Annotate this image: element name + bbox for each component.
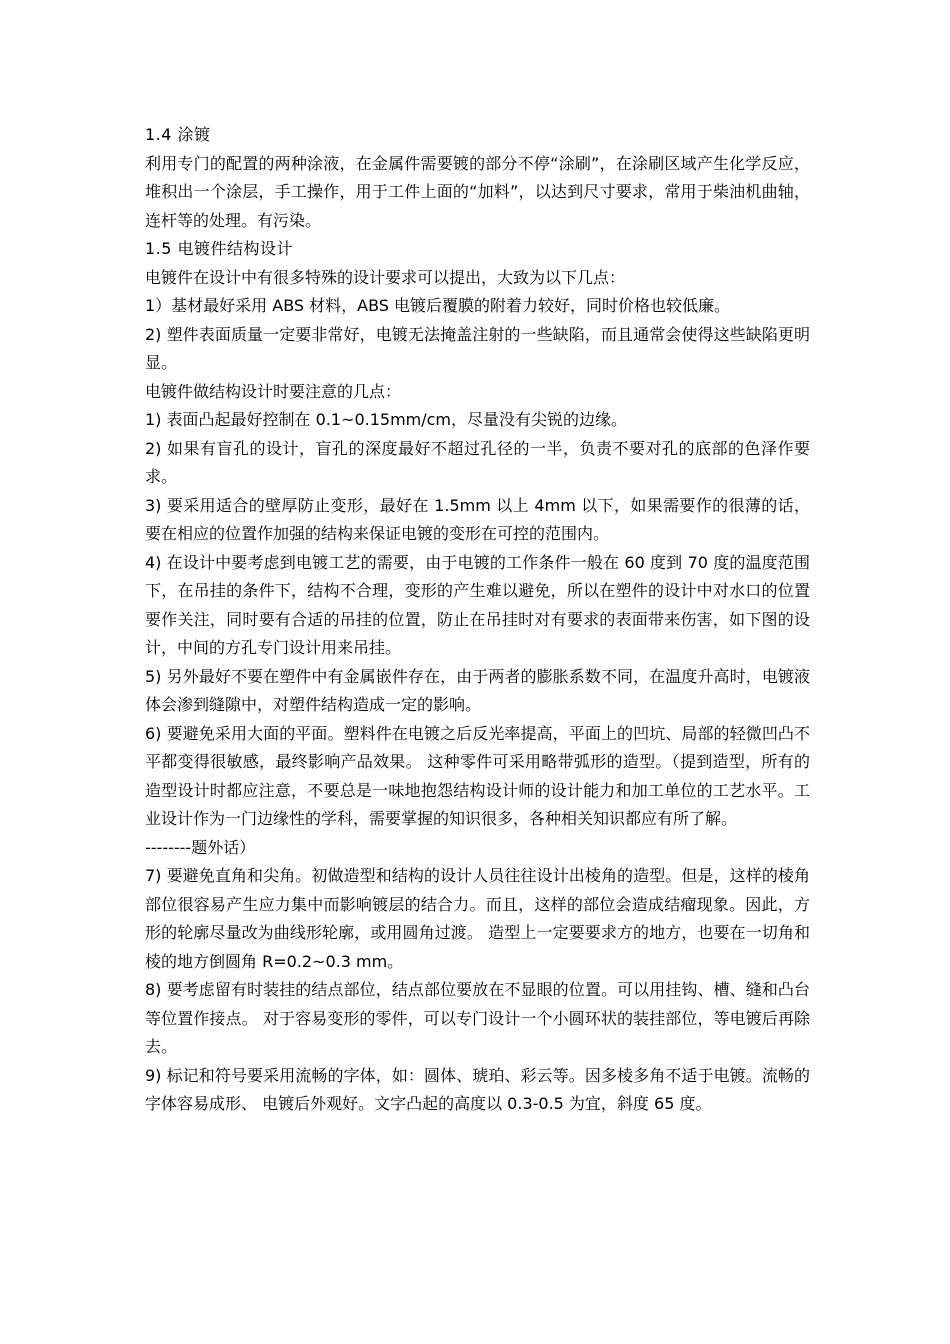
- paragraph-coating-description: 利用专门的配置的两种涂液，在金属件需要镀的部分不停“涂刷”，在涂刷区域产生化学反应，堆积出一个涂层，手工操作，用于工件上面的“加料”，以达到尺寸要求，常用于柴油机曲轴，连杆等的处理。有污染。: [145, 153, 810, 230]
- list-item-protrusion: 1) 表面凸起最好控制在 0.1~0.15mm/cm，尽量没有尖锐的边缘。: [145, 410, 628, 429]
- paragraph-design-intro: 电镀件在设计中有很多特殊的设计要求可以提出，大致为以下几点：: [145, 267, 626, 287]
- section-heading-1-5: 1.5 电镀件结构设计: [145, 239, 294, 258]
- list-item-surface-quality: 2) 塑件表面质量一定要非常好，电镀无法掩盖注射的一些缺陷，而且通常会使得这些缺陷更明显。: [145, 324, 810, 372]
- paragraph-structure-notes-intro: 电镀件做结构设计时要注意的几点：: [145, 381, 402, 401]
- list-item-material: 1）基材最好采用 ABS 材料，ABS 电镀后覆膜的附着力较好，同时价格也较低廉。: [145, 296, 731, 315]
- list-item-blind-hole: 2) 如果有盲孔的设计，盲孔的深度最好不超过孔径的一半，负责不要对孔的底部的色泽作要求。: [145, 438, 810, 486]
- list-item-process-needs: 4) 在设计中要考虑到电镀工艺的需要，由于电镀的工作条件一般在 60 度到 70 度的温度范围下，在吊挂的条件下，结构不合理，变形的产生难以避免，所以在塑件的设计中对水口的位置要作关注，同时要有合适的吊挂的位置，防止在吊挂时对有要求的表面带来伤害，如下图的设计，中间的方孔专门设计用来吊挂。: [145, 552, 810, 657]
- list-item-fonts: 9) 标记和符号要采用流畅的字体，如：圆体、琥珀、彩云等。因多棱多角不适于电镀。流畅的字体容易成形、 电镀后外观好。文字凸起的高度以 0.3-0.5 为宜，斜度 65 度。: [145, 1065, 810, 1113]
- section-heading-1-4: 1.4 涂镀: [145, 125, 211, 144]
- document-page: [145, 121, 810, 1119]
- list-item-metal-inserts: 5) 另外最好不要在塑件中有金属嵌件存在，由于两者的膨胀系数不同，在温度升高时，电镀液体会渗到缝隙中，对塑件结构造成一定的影响。: [145, 666, 810, 714]
- list-item-corners: 7) 要避免直角和尖角。初做造型和结构的设计人员往往设计出棱角的造型。但是，这样的棱角部位很容易产生应力集中而影响镀层的结合力。而且，这样的部位会造成结瘤现象。因此，方形的轮廓尽量改为曲线形轮廓，或用圆角过渡。 造型上一定要要求方的地方，也要在一切角和棱的地方倒圆角 R=0.2~0.3 mm。: [145, 866, 810, 971]
- list-item-wall-thickness: 3) 要采用适合的壁厚防止变形，最好在 1.5mm 以上 4mm 以下，如果需要作的很薄的话，要在相应的位置作加强的结构来保证电镀的变形在可控的范围内。: [145, 495, 810, 543]
- paragraph-aside-end: --------题外话）: [145, 837, 256, 857]
- list-item-flat-surfaces: 6) 要避免采用大面的平面。塑料件在电镀之后反光率提高，平面上的凹坑、局部的轻微凹凸不平都变得很敏感，最终影响产品效果。 这种零件可采用略带弧形的造型。（提到造型，所有的造型设计时都应注意，不要总是一味地抱怨结构设计师的设计能力和加工单位的工艺水平。工业设计作为一门边缘性的学科，需要掌握的知识很多，各种相关知识都应有所了解。: [145, 723, 810, 828]
- list-item-hanging-points: 8) 要考虑留有时装挂的结点部位，结点部位要放在不显眼的位置。可以用挂钩、槽、缝和凸台等位置作接点。 对于容易变形的零件，可以专门设计一个小圆环状的装挂部位，等电镀后再除去。: [145, 980, 810, 1056]
